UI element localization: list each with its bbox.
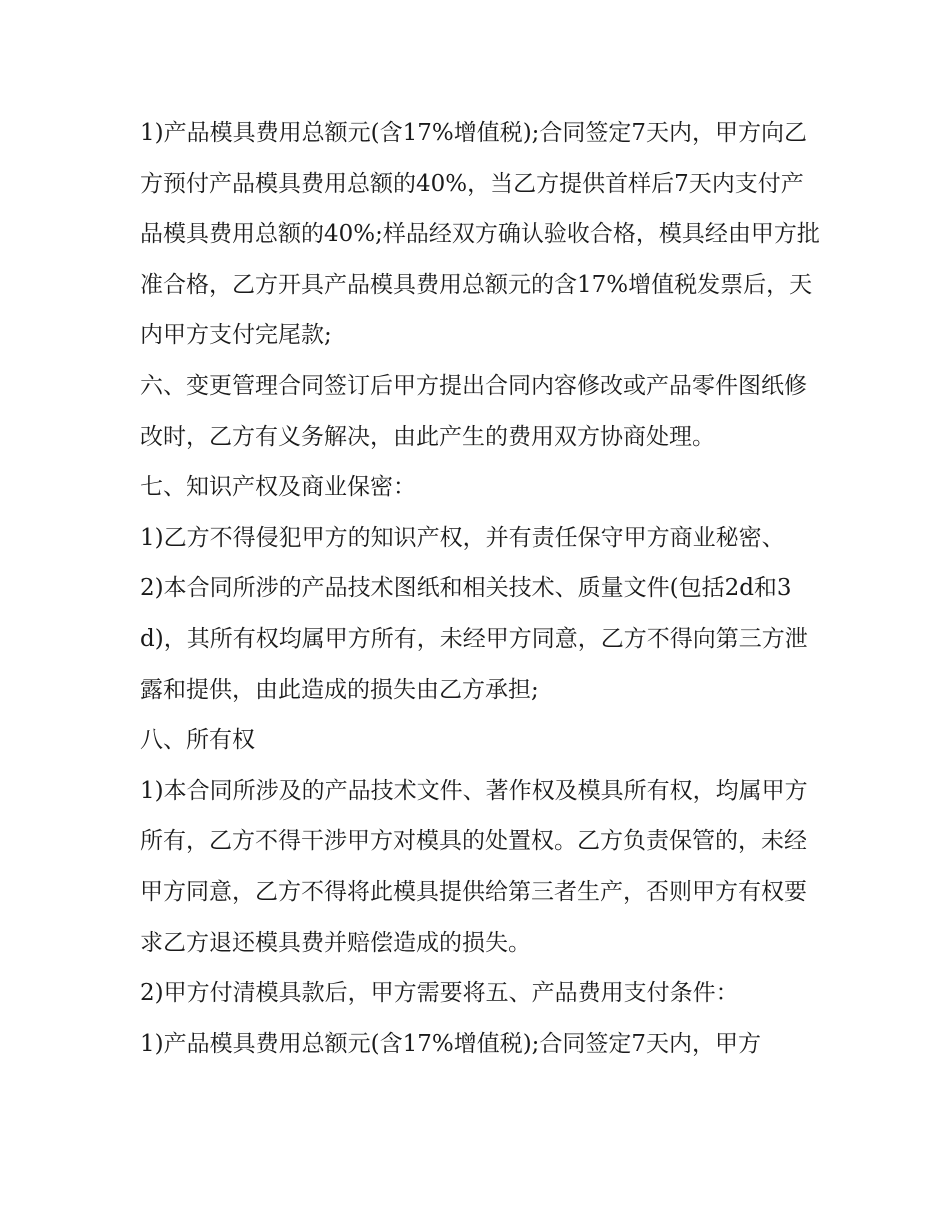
paragraph-mold-fee-repeat: 1)产品模具费用总额元(含17%增值税);合同签定7天内，甲方 bbox=[140, 1030, 762, 1057]
heading-ip-confidentiality: 七、知识产权及商业保密： bbox=[140, 474, 416, 501]
paragraph-ownership-clause-2: 2)甲方付清模具款后，甲方需要将五、产品费用支付条件： bbox=[140, 980, 739, 1007]
paragraph-ownership-clause-1: 1)本合同所涉及的产品技术文件、著作权及模具所有权，均属甲方所有，乙方不得干涉甲方对模具的处置权。乙方负责保管的，未经甲方同意，乙方不得将此模具提供给第三者生产，否则甲方有权要求乙方退还模具费并赔偿造成的损失。 bbox=[140, 777, 808, 956]
paragraph-ip-clause-2: 2)本合同所涉的产品技术图纸和相关技术、质量文件(包括2d和3d)，其所有权均属甲方所有，未经甲方同意，乙方不得向第三方泄露和提供，由此造成的损失由乙方承担; bbox=[140, 575, 808, 703]
paragraph-change-management: 六、变更管理合同签订后甲方提出合同内容修改或产品零件图纸修改时，乙方有义务解决，由此产生的费用双方协商处理。 bbox=[140, 372, 807, 450]
paragraph-ip-clause-1: 1)乙方不得侵犯甲方的知识产权，并有责任保守甲方商业秘密、 bbox=[140, 524, 785, 551]
paragraph-mold-fee-payment: 1)产品模具费用总额元(含17%增值税);合同签定7天内，甲方向乙方预付产品模具费用总额的40%，当乙方提供首样后7天内支付产品模具费用总额的40%;样品经双方确认验收合格，模具经由甲方批准合格，乙方开具产品模具费用总额元的含17%增值税发票后，天内甲方支付完尾款; bbox=[140, 120, 820, 349]
document-body bbox=[140, 108, 820, 1069]
heading-ownership: 八、所有权 bbox=[140, 727, 255, 754]
